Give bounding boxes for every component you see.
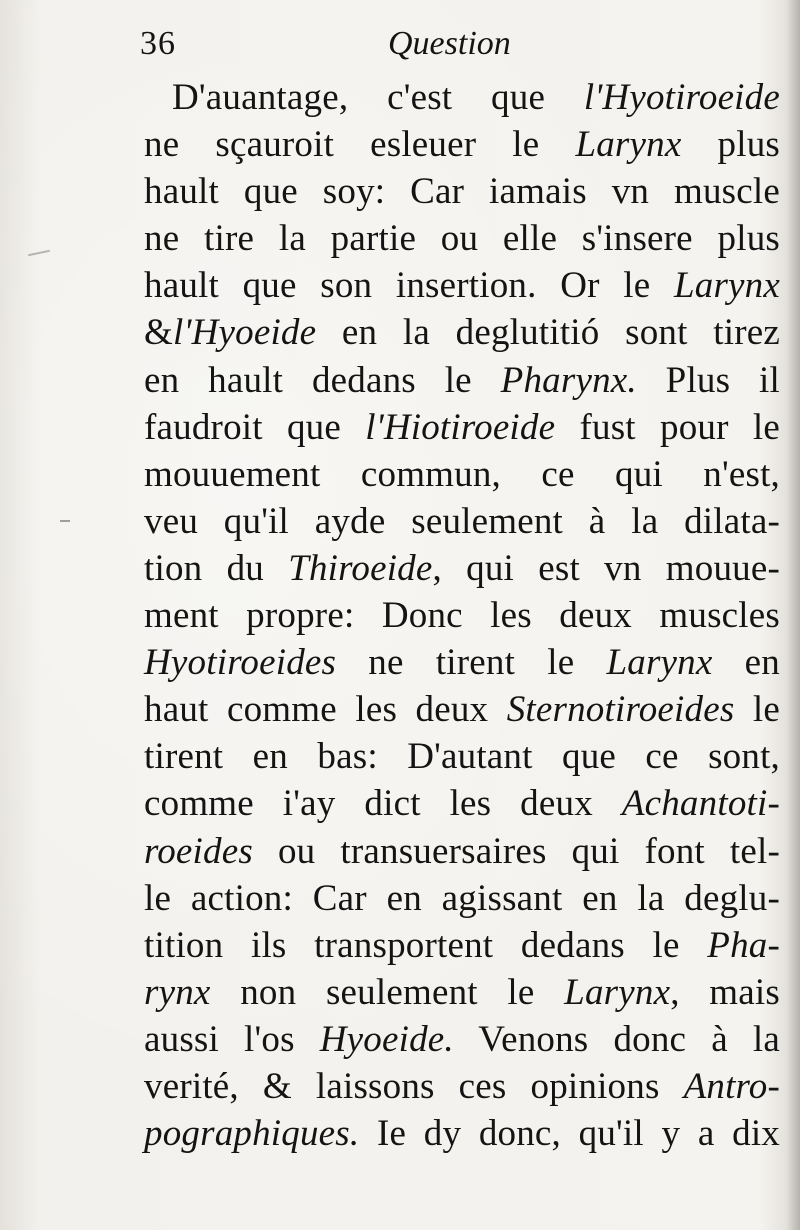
text-line (144, 451, 780, 498)
italic-term: Hyoeide. (319, 1018, 454, 1060)
text-line (144, 639, 780, 686)
margin-smudge (60, 520, 70, 522)
text-segment: tion du (144, 547, 289, 589)
text-line (144, 498, 780, 545)
text-segment: ment propre: Donc les deux muscles (144, 595, 780, 637)
page-number: 36 (140, 25, 176, 62)
page-edge-shadow (786, 0, 800, 1230)
italic-term: l'Hyotiroeide (583, 77, 780, 118)
text-segment: ou transuersaires qui font tel- (252, 830, 780, 872)
text-segment: mouuement commun, ce qui n'est, (144, 453, 780, 495)
text-segment: , qui est vn mouue- (432, 547, 780, 589)
text-segment: en la deglutitió sont tirez (316, 312, 780, 354)
text-line (144, 168, 780, 215)
text-line (144, 592, 780, 639)
italic-term: Achantoti- (621, 783, 780, 825)
text-segment: hault que soy: Car iamais vn muscle (144, 171, 780, 213)
body-text (144, 74, 780, 1157)
text-segment: comme i'ay dict les deux (144, 783, 622, 825)
margin-smudge (28, 250, 50, 257)
italic-term: pographiques. (144, 1113, 360, 1155)
text-segment: haut comme les deux (144, 689, 507, 731)
italic-term: l'Hiotiroeide (365, 406, 556, 448)
text-segment: Plus il (636, 359, 780, 401)
running-head: Question (388, 25, 511, 62)
text-segment: fust pour le (555, 406, 780, 448)
text-segment: ne sçauroit esleuer le (144, 124, 576, 166)
italic-term: Pha- (707, 924, 780, 966)
text-segment: en hault dedans le (144, 359, 501, 401)
text-segment: D'auantage, c'est que (172, 77, 584, 118)
text-line (144, 262, 780, 309)
text-segment: tirent en bas: D'autant que ce sont, (144, 736, 780, 778)
italic-term: roeides (144, 830, 253, 872)
text-segment: en (712, 642, 780, 684)
text-segment: faudroit que (144, 406, 366, 448)
text-segment: Ie dy donc, qu'il y a dix (359, 1113, 780, 1155)
italic-term: Larynx (606, 642, 713, 684)
italic-term: Larynx (575, 124, 682, 166)
text-line (144, 875, 780, 922)
page-header (0, 18, 800, 68)
text-segment: hault que son insertion. Or le (144, 265, 674, 307)
text-line (144, 733, 780, 780)
text-segment: le (734, 689, 780, 731)
text-segment: le action: Car en agissant en la deglu- (144, 877, 780, 919)
italic-term: Sternotiroeides (506, 689, 735, 731)
text-segment: , mais (670, 971, 780, 1013)
text-line (144, 357, 780, 404)
text-line (144, 1110, 780, 1157)
italic-term: Pharynx. (500, 359, 637, 401)
text-segment: verité, & laissons ces opinions (144, 1065, 684, 1107)
text-segment: ne tirent le (336, 642, 607, 684)
text-line (144, 969, 780, 1016)
text-line (144, 309, 780, 356)
text-line (144, 215, 780, 262)
text-line (144, 74, 780, 121)
text-line (144, 828, 780, 875)
text-segment: & (144, 312, 173, 354)
text-segment: aussi l'os (144, 1018, 320, 1060)
text-line (144, 404, 780, 451)
text-line (144, 121, 780, 168)
text-line (144, 780, 780, 827)
text-segment: veu qu'il ayde seulement à la dilata- (144, 500, 780, 542)
text-segment: tition ils transportent dedans le (144, 924, 708, 966)
text-segment: ne tire la partie ou elle s'insere plus (144, 218, 780, 260)
text-segment: Venons donc à la (453, 1018, 780, 1060)
italic-term: Hyotiroeides (144, 642, 337, 684)
text-segment: plus (681, 124, 780, 166)
italic-term: Antro- (683, 1065, 780, 1107)
italic-term: rynx (144, 971, 211, 1013)
italic-term: l'Hyoeide (172, 312, 317, 354)
text-segment: non seulement le (210, 971, 565, 1013)
text-line (144, 1016, 780, 1063)
text-line (144, 922, 780, 969)
italic-term: Thiroeide (288, 547, 433, 589)
italic-term: Larynx (564, 971, 671, 1013)
text-line (144, 686, 780, 733)
text-line (144, 1063, 780, 1110)
text-line (144, 545, 780, 592)
italic-term: Larynx (673, 265, 780, 307)
